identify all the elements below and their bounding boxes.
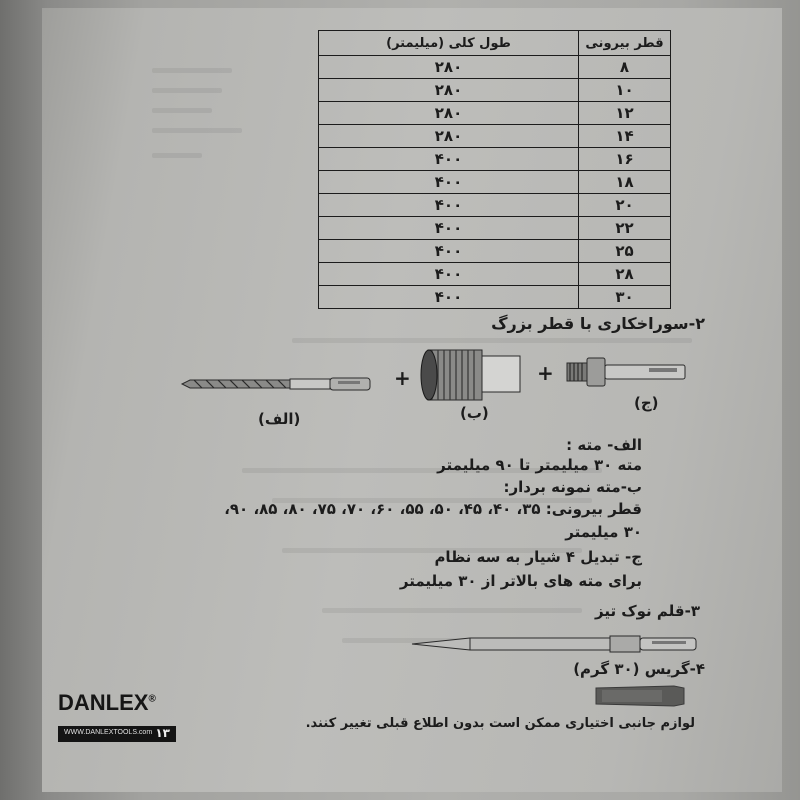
cell-outer-diameter: ۲۰: [579, 194, 671, 217]
cell-total-length: ۴۰۰: [319, 240, 579, 263]
table-row: [319, 102, 671, 125]
desc-c-text: برای مته های بالاتر از ۳۰ میلیمتر: [399, 572, 642, 590]
table-row: [319, 286, 671, 309]
page-number: ۱۳: [155, 726, 170, 740]
drill-bit-icon: [180, 372, 375, 396]
table-body: [319, 56, 671, 309]
core-bit-icon: [418, 346, 524, 404]
desc-b-title: ب-مته نمونه بردار:: [503, 478, 642, 496]
table-row: [319, 263, 671, 286]
cell-outer-diameter: ۸: [579, 56, 671, 79]
plus-sign-2: +: [537, 361, 554, 385]
desc-b-text2: ۳۰ میلیمتر: [565, 523, 642, 541]
desc-a-title: الف- مته :: [566, 436, 642, 454]
cell-outer-diameter: ۱۲: [579, 102, 671, 125]
cell-outer-diameter: ۱۴: [579, 125, 671, 148]
footer-bar: [58, 726, 176, 742]
desc-b-text: قطر بیرونی: ۳۵، ۴۰، ۴۵، ۵۰، ۵۵، ۶۰، ۷۰، ۷۵، ۸۰، ۸۵، ۹۰،: [224, 500, 642, 518]
section3-title: ۳-قلم نوک تیز: [594, 602, 700, 620]
header-total-length: طول کلی (میلیمتر): [319, 31, 579, 56]
table-row: [319, 125, 671, 148]
table-row: [319, 56, 671, 79]
cell-outer-diameter: ۲۵: [579, 240, 671, 263]
table-row: [319, 240, 671, 263]
cell-outer-diameter: ۱۰: [579, 79, 671, 102]
cell-total-length: ۴۰۰: [319, 286, 579, 309]
footer-url: WWW.DANLEXTOOLS.com: [64, 729, 153, 736]
brand-name: DANLEX: [58, 690, 149, 715]
adapter-icon: [565, 355, 690, 389]
label-a: (الف): [258, 410, 301, 428]
cell-total-length: ۲۸۰: [319, 125, 579, 148]
table-row: [319, 79, 671, 102]
cell-total-length: ۴۰۰: [319, 217, 579, 240]
desc-a-text: مته ۳۰ میلیمتر تا ۹۰ میلیمتر: [437, 456, 642, 474]
label-c: (ج): [634, 394, 659, 412]
cell-outer-diameter: ۲۲: [579, 217, 671, 240]
cell-total-length: ۴۰۰: [319, 148, 579, 171]
section4-title: ۴-گریس (۳۰ گرم): [573, 660, 705, 678]
section2-title: ۲-سوراخکاری با قطر بزرگ: [491, 314, 705, 333]
cell-total-length: ۲۸۰: [319, 56, 579, 79]
label-b: (ب): [460, 404, 489, 422]
grease-tube-icon: [594, 684, 686, 708]
specs-table: [318, 30, 671, 309]
cell-outer-diameter: ۱۸: [579, 171, 671, 194]
cell-total-length: ۴۰۰: [319, 171, 579, 194]
plus-sign-1: +: [394, 366, 411, 390]
brand-logo: [58, 690, 156, 716]
cell-outer-diameter: ۱۶: [579, 148, 671, 171]
registered-mark: ®: [148, 693, 156, 705]
table-row: [319, 171, 671, 194]
cell-total-length: ۲۸۰: [319, 79, 579, 102]
desc-c-title: ج- تبدیل ۴ شیار به سه نظام: [434, 548, 642, 566]
cell-total-length: ۴۰۰: [319, 194, 579, 217]
cell-total-length: ۴۰۰: [319, 263, 579, 286]
table-row: [319, 217, 671, 240]
table-header-row: [319, 31, 671, 56]
table-row: [319, 148, 671, 171]
cell-total-length: ۲۸۰: [319, 102, 579, 125]
table-row: [319, 194, 671, 217]
header-outer-diameter: قطر بیرونی: [579, 31, 671, 56]
cell-outer-diameter: ۲۸: [579, 263, 671, 286]
cell-outer-diameter: ۳۰: [579, 286, 671, 309]
pointed-chisel-icon: [410, 631, 700, 657]
footer-note: لوازم جانبی اختیاری ممکن است بدون اطلاع قبلی تغییر کنند.: [305, 716, 695, 731]
